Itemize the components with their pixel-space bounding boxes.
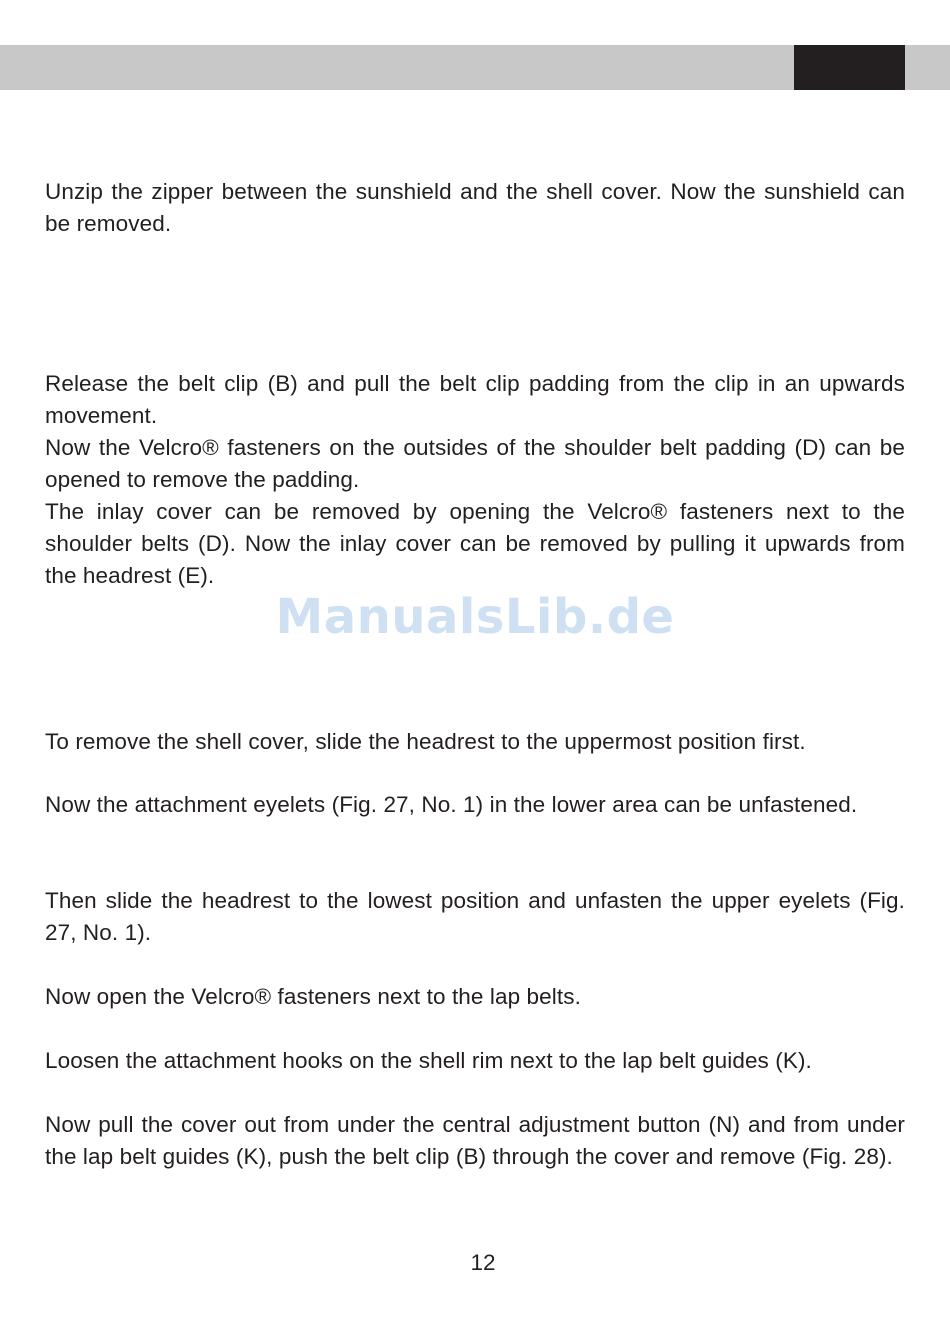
- paragraph-sunshield: Unzip the zipper between the sunshield and the shell cover. Now the sunshield can be removed.: [45, 179, 905, 236]
- watermark-logo: ManualsLib.de: [275, 589, 675, 645]
- paragraph-eyelets-upper: Then slide the headrest to the lowest position and unfasten the upper eyelets (Fig. 27, No. 1).: [45, 888, 905, 945]
- page-number: 12: [470, 1250, 496, 1275]
- paragraph-lap-belts: Now open the Velcro® fasteners next to the lap belts.: [45, 984, 581, 1009]
- header-tab: [794, 45, 905, 90]
- paragraph-inlay-cover: The inlay cover can be removed by opening the Velcro® fasteners next to the shoulder belts (D). Now the inlay cover can be removed by pulling it upwards from the headrest (E).: [45, 499, 905, 588]
- paragraph-pull-cover: Now pull the cover out from under the central adjustment button (N) and from under the lap belt guides (K), push the belt clip (B) through the cover and remove (Fig. 28).: [45, 1112, 905, 1169]
- paragraph-eyelets-lower: Now the attachment eyelets (Fig. 27, No. 1) in the lower area can be unfastened.: [45, 792, 858, 817]
- paragraph-hooks: Loosen the attachment hooks on the shell rim next to the lap belt guides (K).: [45, 1048, 812, 1073]
- paragraph-velcro-shoulder: Now the Velcro® fasteners on the outsides of the shoulder belt padding (D) can be opened to remove the padding.: [45, 435, 905, 492]
- paragraph-shell-cover-first: To remove the shell cover, slide the headrest to the uppermost position first.: [45, 729, 806, 754]
- paragraph-belt-clip: Release the belt clip (B) and pull the belt clip padding from the clip in an upwards movement.: [45, 371, 905, 428]
